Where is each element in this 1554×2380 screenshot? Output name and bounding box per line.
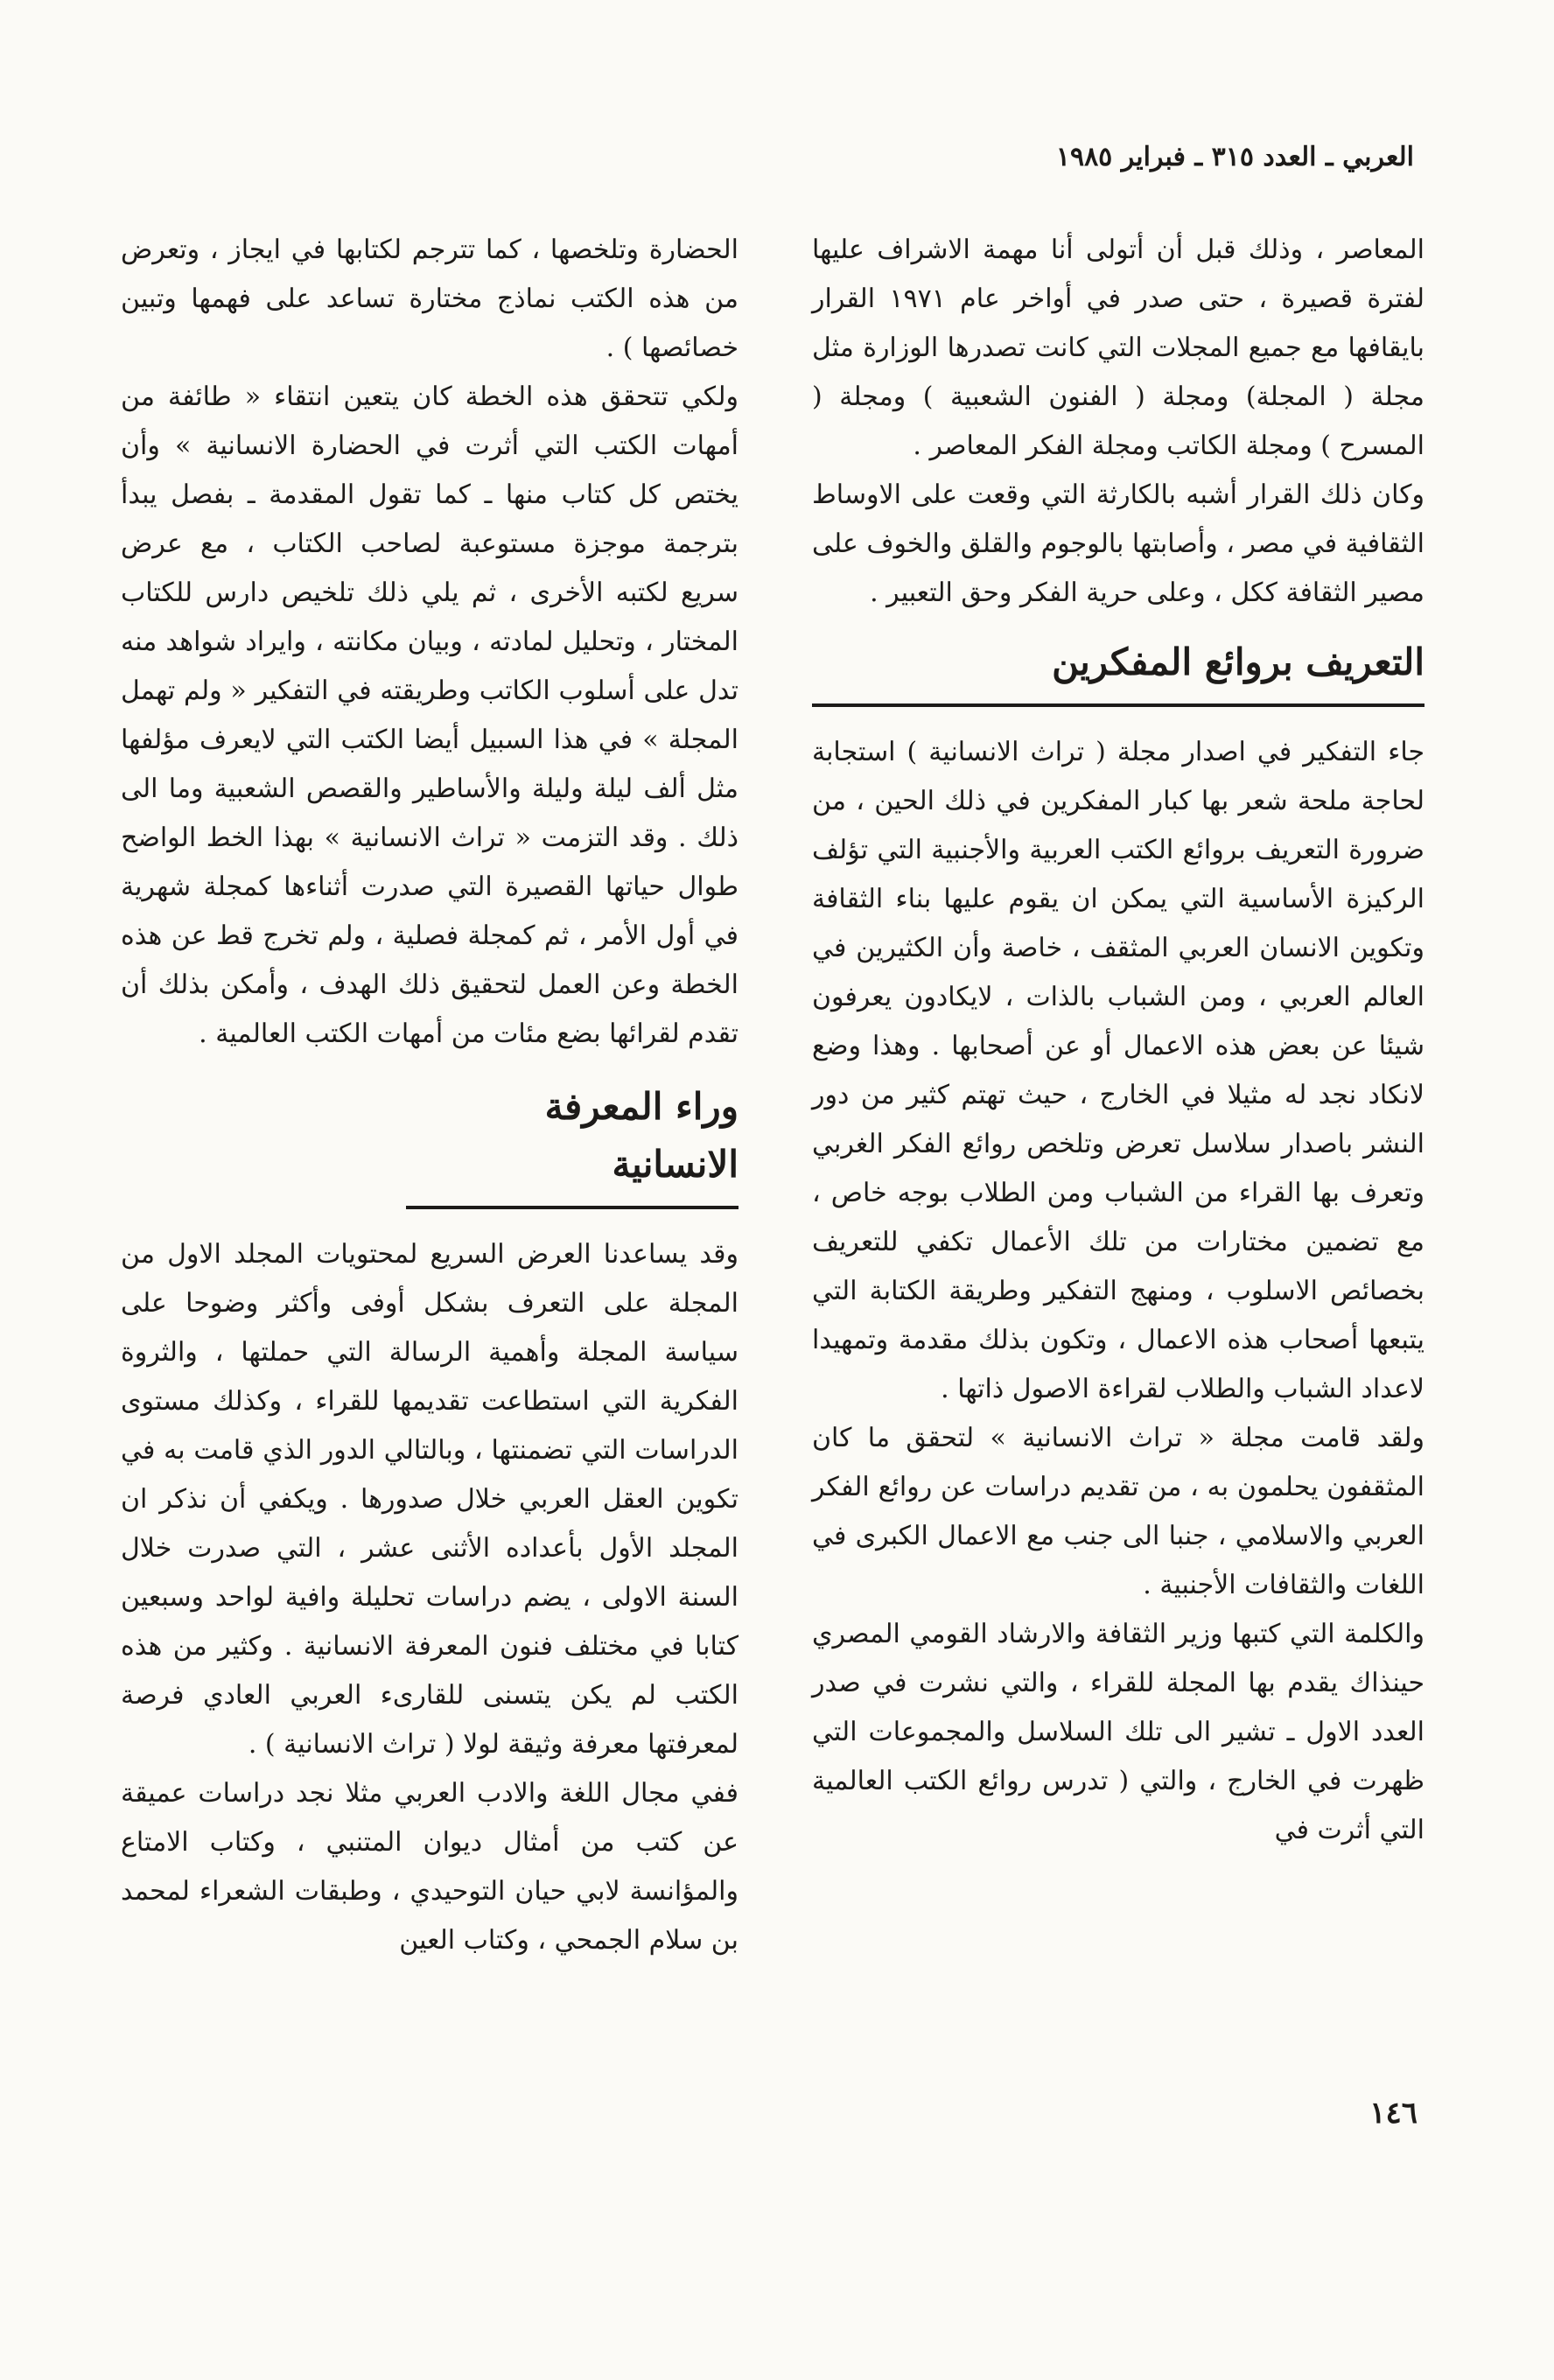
running-header: العربي ـ العدد ٣١٥ ـ فبراير ١٩٨٥: [1055, 142, 1414, 172]
right-paragraph-3: جاء التفكير في اصدار مجلة ( تراث الانسانية ) استجابة لحاجة ملحة شعر بها كبار المفكرين في ذلك الحين ، من ضرورة التعريف بروائع الكتب العربية والأجنبية التي تؤلف الركيزة الأساسية التي يمكن ان يقوم عليها بناء الثقافة وتكوين الانسان العربي المثقف ، خاصة وأن الكثيرين في العالم العربي ، ومن الشباب بالذات ، لايكادون يعرفون شيئا عن بعض هذه الاعمال أو عن أصحابها . وهذا وضع لانكاد نجد له مثيلا في الخارج ، حيث تهتم كثير من دور النشر باصدار سلاسل تعرض وتلخص روائع الفكر الغربي وتعرف بها القراء من الشباب ومن الطلاب بوجه خاص ، مع تضمين مختارات من تلك الأعمال تكفي للتعريف بخصائص الاسلوب ، ومنهج التفكير وطريقة الكتابة التي يتبعها أصحاب هذه الاعمال ، وتكون بذلك مقدمة وتمهيدا لاعداد الشباب والطلاب لقراءة الاصول ذاتها .: [812, 737, 1424, 1404]
left-paragraph-4: ففي مجال اللغة والادب العربي مثلا نجد دراسات عميقة عن كتب من أمثال ديوان المتنبي ، وكتاب الامتاع والمؤانسة لابي حيان التوحيدي ، وطبقات الشعراء لمحمد بن سلام الجمحي ، وكتاب العين: [121, 1778, 738, 1956]
section-heading-2: وراء المعرفة الانسانية: [406, 1078, 738, 1209]
left-column: [121, 226, 738, 1965]
right-paragraph-2: وكان ذلك القرار أشبه بالكارثة التي وقعت على الاوساط الثقافية في مصر ، وأصابتها بالوجوم والقلق والخوف على مصير الثقافة ككل ، وعلى حرية الفكر وحق التعبير .: [812, 480, 1424, 608]
left-paragraph-2: ولكي تتحقق هذه الخطة كان يتعين انتقاء « طائفة من أمهات الكتب التي أثرت في الحضارة الانسانية » وأن يختص كل كتاب منها ـ كما تقول المقدمة ـ بفصل يبدأ بترجمة موجزة مستوعبة لصاحب الكتاب ، مع عرض سريع لكتبه الأخرى ، ثم يلي ذلك تلخيص دارس للكتاب المختار ، وتحليل لمادته ، وبيان مكانته ، وايراد شواهد منه تدل على أسلوب الكاتب وطريقته في التفكير « ولم تهمل المجلة » في هذا السبيل أيضا الكتب التي لايعرف مؤلفها مثل ألف ليلة وليلة والأساطير والقصص الشعبية وما الى ذلك . وقد التزمت « تراث الانسانية » بهذا الخط الواضح طوال حياتها القصيرة التي صدرت أثناءها كمجلة شهرية في أول الأمر ، ثم كمجلة فصلية ، ولم تخرج قط عن هذه الخطة وعن العمل لتحقيق ذلك الهدف ، وأمكن بذلك أن تقدم لقرائها بضع مئات من أمهات الكتب العالمية .: [121, 382, 738, 1049]
page-number: ١٤٦: [1369, 2096, 1418, 2131]
left-paragraph-1: الحضارة وتلخصها ، كما تترجم لكتابها في ايجاز ، وتعرض من هذه الكتب نماذج مختارة تساعد على فهمها وتبين خصائصها ) .: [121, 234, 738, 363]
right-column: [812, 226, 1424, 1855]
right-paragraph-4: ولقد قامت مجلة « تراث الانسانية » لتحقق ما كان المثقفون يحلمون به ، من تقديم دراسات عن روائع الفكر العربي والاسلامي ، جنبا الى جنب مع الاعمال الكبرى في اللغات والثقافات الأجنبية .: [812, 1423, 1424, 1600]
left-paragraph-3: وقد يساعدنا العرض السريع لمحتويات المجلد الاول من المجلة على التعرف بشكل أوفى وأكثر وضوحا على سياسة المجلة وأهمية الرسالة التي حملتها ، والثروة الفكرية التي استطاعت تقديمها للقراء ، وكذلك مستوى الدراسات التي تضمنتها ، وبالتالي الدور الذي قامت به في تكوين العقل العربي خلال صدورها . ويكفي أن نذكر ان المجلد الأول بأعداده الأثنى عشر ، التي صدرت خلال السنة الاولى ، يضم دراسات تحليلة وافية لواحد وسبعين كتابا في مختلف فنون المعرفة الانسانية . وكثير من هذه الكتب لم يكن يتسنى للقارىء العربي العادي فرصة لمعرفتها معرفة وثيقة لولا ( تراث الانسانية ) .: [121, 1239, 738, 1760]
section-heading-1: التعريف بروائع المفكرين: [812, 634, 1424, 707]
right-paragraph-5: والكلمة التي كتبها وزير الثقافة والارشاد القومي المصري حينذاك يقدم بها المجلة للقراء ، والتي نشرت في صدر العدد الاول ـ تشير الى تلك السلاسل والمجموعات التي ظهرت في الخارج ، والتي ( تدرس روائع الكتب العالمية التي أثرت في: [812, 1619, 1424, 1845]
right-paragraph-1: المعاصر ، وذلك قبل أن أتولى أنا مهمة الاشراف عليها لفترة قصيرة ، حتى صدر في أواخر عام ١٩٧١ القرار بايقافها مع جميع المجلات التي كانت تصدرها الوزارة مثل مجلة ( المجلة) ومجلة ( الفنون الشعبية ) ومجلة ( المسرح ) ومجلة الكاتب ومجلة الفكر المعاصر .: [812, 234, 1424, 461]
